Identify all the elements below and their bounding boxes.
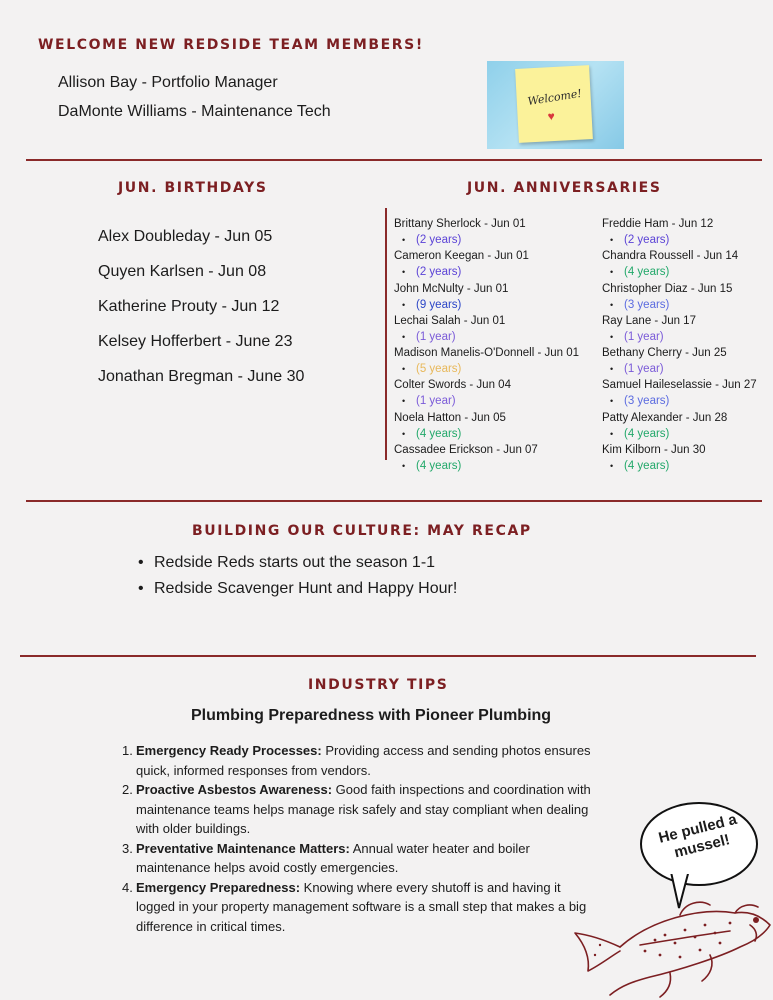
anniversaries-left-column	[394, 217, 579, 475]
speech-bubble-text: He pulled a mussel!	[656, 810, 739, 862]
anniversary-name: Lechai Salah - Jun 01	[394, 314, 506, 327]
anniversary-name: Madison Manelis-O'Donnell - Jun 01	[394, 347, 580, 360]
bullet-icon: •	[610, 396, 614, 407]
anniversary-years	[394, 233, 579, 249]
anniversary-entry	[394, 443, 579, 475]
birthday-item: Kelsey Hofferbert - June 23	[98, 333, 293, 350]
anniversaries-vertical-divider	[385, 208, 387, 460]
culture-item	[138, 550, 457, 576]
anniversary-years-text: (9 years)	[416, 298, 462, 311]
bullet-icon: •	[402, 364, 406, 375]
bullet-icon: •	[610, 267, 614, 278]
anniversary-years	[394, 394, 579, 410]
anniversary-entry	[394, 411, 579, 443]
anniversary-years	[602, 233, 757, 249]
welcome-member: DaMonte Williams - Maintenance Tech	[58, 103, 331, 120]
anniversary-years-text: (3 years)	[624, 298, 670, 311]
bullet-icon: •	[402, 396, 406, 407]
sticky-note-icon	[515, 65, 593, 143]
anniversary-years-text: (4 years)	[416, 460, 462, 473]
anniversary-years-text: (1 year)	[624, 330, 664, 343]
anniversary-years-text: (3 years)	[624, 395, 670, 408]
anniversary-name: Cassadee Erickson - Jun 07	[394, 444, 538, 457]
bullet-icon: •	[402, 267, 406, 278]
anniversary-years	[394, 427, 579, 443]
anniversary-years	[394, 298, 579, 314]
anniversary-name: Kim Kilborn - Jun 30	[602, 444, 706, 457]
anniversary-name: Samuel Haileselassie - Jun 27	[602, 379, 757, 392]
tips-subtitle: Plumbing Preparedness with Pioneer Plumbing	[191, 707, 552, 724]
culture-item-text: Redside Scavenger Hunt and Happy Hour!	[154, 580, 458, 597]
anniversary-years-text: (4 years)	[624, 460, 670, 473]
tips-heading: INDUSTRY TIPS	[308, 677, 449, 693]
culture-heading: BUILDING OUR CULTURE: MAY RECAP	[192, 523, 532, 539]
tip-text: Providing access and sending photos ensures quick, informed responses from vendors.	[136, 743, 591, 778]
anniversary-entry	[602, 217, 757, 249]
trout-fish-icon	[560, 885, 773, 1000]
anniversaries-heading: JUN. ANNIVERSARIES	[467, 180, 662, 196]
welcome-member: Allison Bay - Portfolio Manager	[58, 74, 278, 91]
tip-heading: Emergency Preparedness:	[136, 879, 301, 895]
anniversary-years-text: (2 years)	[624, 234, 670, 246]
anniversary-years	[602, 459, 757, 475]
anniversary-name: Colter Swords - Jun 04	[394, 379, 511, 392]
anniversary-entry	[602, 282, 757, 314]
tip-item	[122, 780, 602, 839]
birthday-item: Quyen Karlsen - Jun 08	[98, 263, 267, 280]
anniversary-entry	[394, 282, 579, 314]
bullet-icon: •	[402, 299, 406, 310]
anniversary-entry	[602, 249, 757, 281]
anniversary-years	[602, 427, 757, 443]
tip-heading: Proactive Asbestos Awareness:	[136, 782, 333, 797]
tip-item	[122, 839, 602, 878]
anniversary-years-text: (1 year)	[624, 363, 664, 376]
bullet-icon: •	[610, 428, 614, 439]
anniversary-name: Bethany Cherry - Jun 25	[602, 347, 727, 360]
birthdays-heading: JUN. BIRTHDAYS	[118, 180, 268, 196]
tip-item	[122, 878, 602, 937]
sticky-note-text: Welcome!	[526, 86, 583, 109]
tip-text: Annual water heater and boiler maintenance helps avoid costly emergencies.	[136, 840, 530, 875]
anniversary-entry	[602, 314, 757, 346]
anniversary-name: Christopher Diaz - Jun 15	[602, 282, 733, 295]
section-divider	[20, 655, 756, 657]
anniversary-name: Cameron Keegan - Jun 01	[394, 250, 529, 263]
anniversary-years	[394, 362, 579, 378]
anniversary-years	[602, 362, 757, 378]
bullet-icon: •	[138, 554, 144, 571]
bullet-icon: •	[610, 235, 614, 245]
birthday-item: Jonathan Bregman - June 30	[98, 368, 305, 385]
anniversary-name: Brittany Sherlock - Jun 01	[394, 218, 526, 230]
anniversary-entry	[394, 217, 579, 249]
birthday-item: Alex Doubleday - Jun 05	[98, 228, 273, 245]
tips-list	[122, 741, 602, 936]
anniversary-years-text: (4 years)	[416, 427, 462, 440]
anniversary-entry	[602, 411, 757, 443]
anniversary-years	[602, 265, 757, 281]
anniversary-name: Ray Lane - Jun 17	[602, 314, 696, 327]
birthday-list	[98, 219, 304, 394]
anniversary-entry	[394, 378, 579, 410]
anniversary-entry	[602, 378, 757, 410]
anniversary-years-text: (1 year)	[416, 395, 456, 408]
bullet-icon: •	[610, 299, 614, 310]
bullet-icon: •	[402, 428, 406, 439]
bullet-icon: •	[402, 331, 406, 342]
tip-number: 2.	[122, 782, 133, 797]
anniversary-entry	[394, 346, 579, 378]
tip-heading: Emergency Ready Processes:	[136, 743, 322, 758]
anniversary-name: Chandra Roussell - Jun 14	[602, 250, 739, 263]
section-divider	[26, 500, 762, 502]
anniversary-entry	[394, 314, 579, 346]
anniversary-entry	[602, 346, 757, 378]
anniversary-entry	[394, 249, 579, 281]
anniversary-years-text: (2 years)	[416, 234, 462, 246]
anniversary-years	[394, 459, 579, 475]
heart-icon: ♥	[547, 108, 556, 124]
anniversary-name: John McNulty - Jun 01	[394, 282, 509, 295]
anniversary-name: Noela Hatton - Jun 05	[394, 411, 506, 424]
bullet-icon: •	[402, 461, 406, 472]
anniversary-name: Freddie Ham - Jun 12	[602, 218, 714, 230]
tip-number: 1.	[122, 743, 133, 758]
bullet-icon: •	[610, 461, 614, 472]
culture-item	[138, 576, 457, 602]
anniversary-years-text: (5 years)	[416, 363, 462, 376]
anniversary-years	[602, 394, 757, 410]
section-divider	[26, 159, 762, 161]
tip-heading: Preventative Maintenance Matters:	[136, 840, 350, 856]
tip-text: Knowing where every shutoff is and having it logged in your property management software is a small step that makes a big difference in critical times.	[136, 879, 587, 934]
bullet-icon: •	[610, 331, 614, 342]
tip-number: 3.	[122, 840, 133, 856]
anniversary-years-text: (4 years)	[624, 427, 670, 440]
bullet-icon: •	[610, 364, 614, 375]
welcome-member-list	[58, 68, 331, 126]
anniversary-years	[394, 330, 579, 346]
bullet-icon: •	[138, 580, 144, 597]
anniversary-years-text: (4 years)	[624, 266, 670, 279]
anniversaries-right-column	[602, 217, 757, 475]
anniversary-years	[394, 265, 579, 281]
tip-item	[122, 741, 602, 780]
welcome-heading: WELCOME NEW REDSIDE TEAM MEMBERS!	[38, 37, 424, 53]
culture-item-text: Redside Reds starts out the season 1-1	[154, 554, 436, 571]
anniversary-years	[602, 298, 757, 314]
anniversary-years-text: (2 years)	[416, 266, 462, 279]
tip-text: Good faith inspections and coordination with maintenance teams helps manage risk safely and stay compliant when dealing with older buildings.	[136, 782, 591, 836]
culture-list	[138, 550, 457, 602]
anniversary-years-text: (1 year)	[416, 330, 456, 343]
welcome-sticky-note-image	[487, 61, 624, 149]
anniversary-years	[602, 330, 757, 346]
birthday-item: Katherine Prouty - Jun 12	[98, 298, 280, 315]
bullet-icon: •	[402, 235, 406, 245]
tip-number: 4.	[122, 879, 133, 895]
anniversary-name: Patty Alexander - Jun 28	[602, 411, 728, 424]
anniversary-entry	[602, 443, 757, 475]
